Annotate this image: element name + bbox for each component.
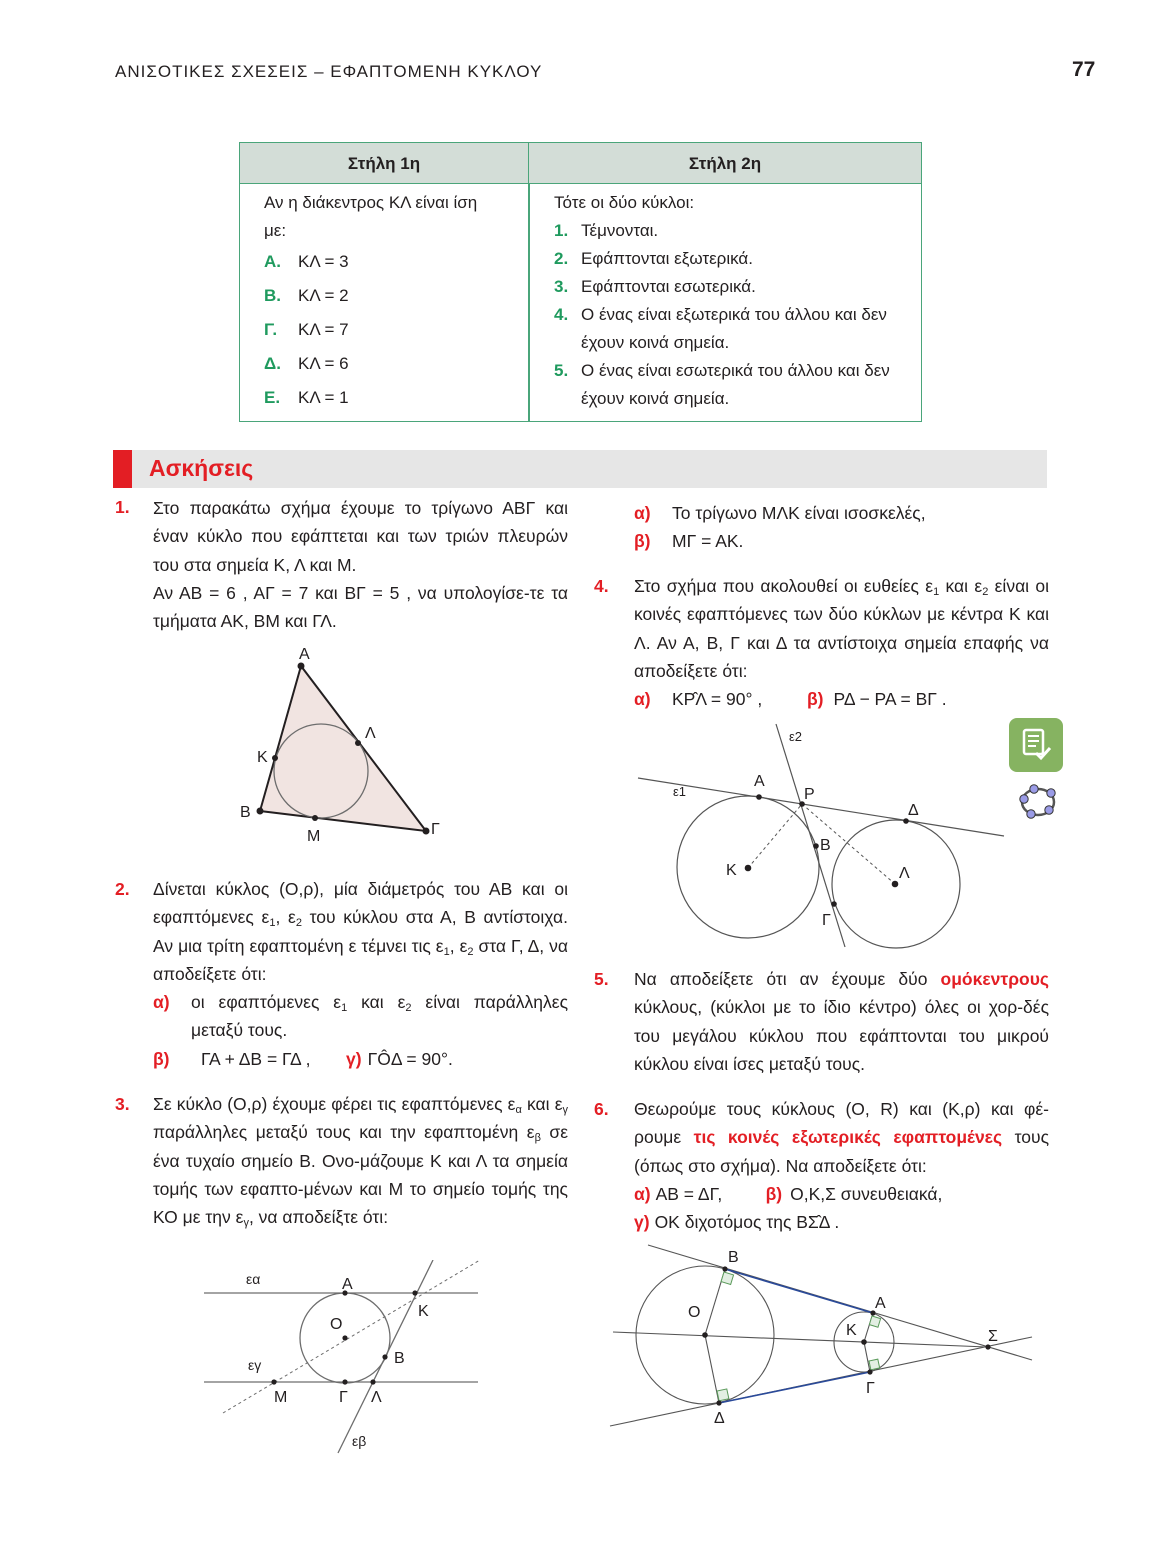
exercise-3-number: 3. bbox=[115, 1094, 130, 1114]
symbol-eps: ε bbox=[925, 576, 934, 596]
exercise-5-number: 5. bbox=[594, 969, 609, 989]
exercise-1-question: Αν ΑΒ = 6 , ΑΓ = 7 και ΒΓ = 5 , να υπολογίσε-τε τα τμήματα ΑΚ, ΒΜ και ΓΛ. bbox=[153, 582, 568, 632]
answer-row bbox=[554, 357, 919, 413]
option-row bbox=[264, 381, 477, 415]
subscript: 1 bbox=[341, 1002, 348, 1015]
section-banner bbox=[113, 450, 1047, 488]
symbol-eps: ε bbox=[333, 992, 342, 1013]
segment-ba bbox=[725, 1269, 873, 1313]
label-eps-g: εγ bbox=[248, 1357, 262, 1373]
exercise-2-number: 2. bbox=[115, 879, 130, 899]
label-k: Κ bbox=[846, 1322, 857, 1339]
table-header-column-1: Στήλη 1η bbox=[240, 143, 529, 184]
symbol-eps: ε bbox=[288, 907, 296, 928]
exercise-5-text bbox=[634, 965, 1049, 1078]
running-title: ΑΝΙΣΟΤΙΚΕΣ ΣΧΕΣΕΙΣ – ΕΦΑΠΤΟΜΕΝΗ ΚΥΚΛΟΥ bbox=[115, 62, 543, 81]
part-text: ΓΑ + ΔΒ = ΓΔ , bbox=[201, 1048, 311, 1069]
point-o bbox=[342, 1335, 347, 1340]
table-column-2 bbox=[554, 189, 919, 413]
point-k bbox=[412, 1290, 417, 1295]
exercise-2-part-b-c bbox=[153, 1045, 568, 1073]
part-label: β) bbox=[634, 531, 651, 552]
exercise-5-statement: Να αποδείξετε ότι αν έχουμε δύο bbox=[634, 969, 941, 989]
symbol-eps: ε bbox=[974, 576, 983, 596]
label-p: Ρ bbox=[804, 786, 815, 803]
point-b bbox=[813, 843, 819, 849]
part-label: α) bbox=[634, 503, 651, 523]
worksheet-check-icon[interactable] bbox=[1009, 718, 1063, 772]
symbol-eps: ε bbox=[459, 935, 468, 956]
answer-label: 4. bbox=[554, 305, 569, 324]
point-b bbox=[722, 1266, 727, 1271]
label-l: Λ bbox=[365, 725, 376, 742]
point-d bbox=[716, 1400, 721, 1405]
banner-accent-bar bbox=[113, 450, 132, 488]
part-label: α) bbox=[634, 689, 651, 710]
answer-row bbox=[554, 245, 919, 273]
subscript: 2 bbox=[405, 1002, 412, 1015]
point-o bbox=[702, 1332, 708, 1338]
part-text: οι εφαπτόμενες bbox=[191, 992, 334, 1013]
exercise-6-parts-ab bbox=[634, 1180, 1049, 1208]
column-1-intro-cont: με: bbox=[264, 221, 287, 240]
part-label: α) bbox=[153, 992, 170, 1013]
page-number: 77 bbox=[1072, 58, 1096, 81]
answer-value: Ο ένας είναι εσωτερικά του άλλου και δεν έχουν κοινά σημεία. bbox=[581, 361, 890, 408]
answer-label: 2. bbox=[554, 249, 569, 268]
answer-value: Εφάπτονται εξωτερικά. bbox=[581, 249, 753, 268]
symbol-eps: ε bbox=[554, 1094, 563, 1114]
exercise-3-statement: παράλληλες μεταξύ τους και την εφαπτομένη bbox=[153, 1122, 527, 1143]
column-1-intro: Αν η διάκεντρος ΚΛ είναι ίση bbox=[264, 193, 478, 212]
option-value: ΚΛ = 7 bbox=[298, 320, 349, 339]
part-text: ΜΓ = ΑΚ. bbox=[672, 531, 744, 552]
point-g bbox=[342, 1379, 347, 1384]
exercise-4-statement: είναι οι κοινές εφαπτόμενες των δύο κύκλων με κέντρα Κ και Λ. Αν Α, Β, Γ και Δ τα αντίστοιχα σημεία επαφής να αποδείξετε ότι: bbox=[634, 576, 1050, 681]
label-k: Κ bbox=[418, 1303, 429, 1320]
label-a: Α bbox=[342, 1276, 353, 1293]
option-label: Γ. bbox=[264, 320, 278, 339]
option-value: ΚΛ = 1 bbox=[298, 388, 349, 407]
column-2-intro: Τότε οι δύο κύκλοι: bbox=[554, 193, 695, 212]
line-eps-1 bbox=[638, 778, 1004, 836]
point-k bbox=[272, 755, 278, 761]
option-row bbox=[264, 279, 477, 313]
label-a: Α bbox=[299, 646, 310, 663]
figure-triangle-incircle bbox=[230, 640, 460, 850]
label-m: Μ bbox=[274, 1389, 288, 1406]
subscript: γ bbox=[243, 1217, 249, 1230]
exercise-2-statement-a: Δίνεται κύκλος (Ο,ρ), μία διάμετρός του ΑΒ και οι εφαπτόμενες bbox=[153, 879, 568, 928]
answer-label: 5. bbox=[554, 361, 569, 380]
part-text: ΟΚ διχοτόμος της ΒΣ̂Δ . bbox=[654, 1212, 840, 1233]
subscript: 1 bbox=[269, 917, 276, 930]
exercise-6-text bbox=[634, 1095, 1049, 1236]
label-eps-a: εα bbox=[246, 1271, 261, 1287]
exercise-3-part-a bbox=[634, 499, 1054, 527]
subscript: γ bbox=[562, 1104, 569, 1116]
subscript: 1 bbox=[443, 945, 450, 958]
answer-row bbox=[554, 217, 919, 245]
subscript: β bbox=[534, 1132, 541, 1145]
label-a: Α bbox=[875, 1295, 886, 1312]
symbol-eps: ε bbox=[526, 1122, 535, 1143]
subscript: 2 bbox=[467, 945, 474, 958]
subscript: α bbox=[515, 1104, 522, 1116]
part-text: ΓÔΔ = 90°. bbox=[367, 1048, 453, 1069]
exercise-1-number: 1. bbox=[115, 497, 130, 517]
exercise-3-statement: και bbox=[521, 1094, 555, 1114]
option-row bbox=[264, 347, 477, 381]
exercise-3-text bbox=[153, 1090, 568, 1231]
point-k bbox=[861, 1339, 867, 1345]
point-m bbox=[271, 1379, 276, 1384]
point-k bbox=[745, 865, 752, 872]
option-label: Ε. bbox=[264, 388, 281, 407]
label-g: Γ bbox=[822, 912, 831, 929]
point-a bbox=[756, 794, 762, 800]
part-label: β) bbox=[153, 1048, 170, 1069]
part-label: γ) bbox=[346, 1048, 362, 1069]
geogebra-icon[interactable] bbox=[1017, 782, 1061, 822]
exercise-6-highlight: τις κοινές εξωτερικές εφαπτομένες bbox=[693, 1127, 1003, 1148]
label-k: Κ bbox=[257, 749, 268, 766]
label-d: Δ bbox=[908, 802, 919, 819]
label-b: Β bbox=[728, 1249, 739, 1266]
table-column-1 bbox=[264, 189, 477, 415]
label-d: Δ bbox=[714, 1410, 725, 1427]
part-text: και bbox=[347, 992, 398, 1013]
option-label: Α. bbox=[264, 252, 281, 271]
label-l: Λ bbox=[371, 1389, 382, 1406]
label-g: Γ bbox=[431, 821, 440, 838]
option-label: Β. bbox=[264, 286, 281, 305]
part-label: β) bbox=[765, 1183, 783, 1204]
figure-external-common-tangents bbox=[600, 1235, 1040, 1435]
point-g bbox=[831, 901, 837, 907]
label-g: Γ bbox=[866, 1380, 875, 1397]
matching-table bbox=[239, 142, 922, 422]
subscript: 2 bbox=[295, 917, 302, 930]
exercise-6-statement: Θεωρούμε τους κύκλους (Ο, R) και (Κ,ρ) και φέ-ρουμε bbox=[634, 1099, 1049, 1148]
table-divider bbox=[528, 184, 530, 421]
point-l bbox=[355, 740, 361, 746]
exercise-2-statement-c: στα Γ, Δ, να αποδείξετε ότι: bbox=[153, 935, 568, 984]
exercise-2-text: Δίνεται κύκλος (Ο,ρ), μία διάμετρός του ΑΒ και οι εφαπτόμενες $\varepsilon_1$, $\varepsilon_2$ του κύκλου στα Α, Β αντίστοιχα. Αν μια τρίτη εφαπτομένη ε τέμνει τις $\varepsilon_1$, $\varepsilon_2$ στα Γ, Δ, να αποδείξετε ότι: α) οι εφαπτόμενες $\varepsilon_1$ και $\varepsilon_2$ είναι παράλληλες μεταξύ τους. β) ΓΑ + ΔΒ = ΓΔ , γ) ΓÔΔ = 90°. bbox=[153, 875, 568, 1073]
answer-value: Εφάπτονται εσωτερικά. bbox=[581, 277, 756, 296]
option-label: Δ. bbox=[264, 354, 281, 373]
exercise-5-statement: κύκλους, (κύκλοι με το ίδιο κέντρο) όλες οι χορ-δές του μεγάλου κύκλου που εφάπτονται του μικρού κύκλου είναι ίσες μεταξύ τους. bbox=[634, 997, 1049, 1074]
right-angle-g bbox=[869, 1359, 880, 1370]
exercise-4-text bbox=[634, 572, 1049, 713]
part-text: Ο,Κ,Σ συνευθειακά, bbox=[790, 1183, 943, 1204]
label-k: Κ bbox=[726, 862, 737, 879]
option-row bbox=[264, 313, 477, 347]
table-header-column-2: Στήλη 2η bbox=[529, 143, 921, 184]
point-b bbox=[382, 1354, 387, 1359]
exercise-3-statement: , να αποδείξτε ότι: bbox=[248, 1207, 389, 1228]
exercise-3-part-b bbox=[634, 527, 1054, 555]
label-eps-b: εβ bbox=[352, 1433, 367, 1449]
answer-label: 1. bbox=[554, 221, 569, 240]
exercise-3-statement: Σε κύκλο (Ο,ρ) έχουμε φέρει τις εφαπτόμενες bbox=[153, 1094, 508, 1114]
part-label: β) bbox=[807, 689, 824, 710]
point-s bbox=[985, 1344, 990, 1349]
part-label: α) bbox=[634, 1183, 651, 1204]
point-b bbox=[257, 808, 264, 815]
point-l bbox=[892, 881, 899, 888]
subscript: 1 bbox=[933, 586, 940, 598]
answer-label: 3. bbox=[554, 277, 569, 296]
exercise-6-statement: τους (όπως στο σχήμα). Να αποδείξετε ότι: bbox=[634, 1127, 1049, 1176]
symbol-eps: ε bbox=[507, 1094, 516, 1114]
figure-two-circles-common-tangents bbox=[600, 715, 1010, 955]
exercise-4-statement: και bbox=[939, 576, 975, 596]
point-g bbox=[867, 1369, 872, 1374]
part-text: ΑΒ = ΔΓ, bbox=[655, 1183, 723, 1204]
segment-dg bbox=[719, 1372, 870, 1403]
point-m bbox=[312, 815, 318, 821]
label-g: Γ bbox=[339, 1389, 348, 1406]
exercise-6-part-c bbox=[634, 1208, 1049, 1236]
section-title: Ασκήσεις bbox=[149, 455, 254, 481]
label-b: Β bbox=[240, 804, 251, 821]
radius-kg bbox=[864, 1342, 870, 1372]
label-b: Β bbox=[394, 1350, 405, 1367]
right-angle-a bbox=[869, 1316, 880, 1327]
label-l: Λ bbox=[899, 865, 910, 882]
answer-row bbox=[554, 273, 919, 301]
part-text: ΚΡ̂Λ = 90° , bbox=[672, 689, 763, 710]
right-angle-d bbox=[717, 1389, 729, 1401]
line-center bbox=[613, 1332, 987, 1347]
answer-value: Τέμνονται. bbox=[581, 221, 659, 240]
triangle-abg bbox=[260, 666, 426, 831]
exercise-2-statement-b: του κύκλου στα Α, Β αντίστοιχα. Αν μια τρίτη εφαπτομένη ε τέμνει τις bbox=[153, 907, 569, 956]
right-angle-b bbox=[721, 1272, 733, 1284]
exercise-3-statement: σε ένα τυχαίο σημείο Β. Ονο-μάζουμε Κ και Λ τα σημεία τομής των εφαπτο-μένων και Μ το σημείο τομής της ΚΟ με την bbox=[153, 1122, 568, 1228]
label-a: Α bbox=[754, 773, 765, 790]
point-d bbox=[903, 818, 909, 824]
label-eps-2: ε2 bbox=[789, 729, 803, 744]
exercise-4-statement: Στο σχήμα που ακολουθεί οι ευθείες bbox=[634, 576, 926, 596]
label-o: Ο bbox=[330, 1316, 343, 1333]
exercise-2-part-a bbox=[153, 988, 568, 1045]
exercise-4-number: 4. bbox=[594, 576, 609, 596]
part-text: Το τρίγωνο ΜΛΚ είναι ισοσκελές, bbox=[672, 503, 926, 523]
point-l bbox=[370, 1379, 375, 1384]
label-m: Μ bbox=[307, 828, 321, 845]
exercise-4-parts bbox=[634, 685, 1049, 713]
exercise-3-parts bbox=[634, 499, 1054, 556]
label-b: Β bbox=[820, 837, 831, 854]
label-eps-1: ε1 bbox=[673, 784, 687, 799]
symbol-eps: ε bbox=[235, 1207, 244, 1228]
symbol-eps: ε bbox=[261, 907, 270, 928]
part-label: γ) bbox=[634, 1212, 650, 1233]
answer-row bbox=[554, 301, 919, 357]
exercise-5-highlight: ομόκεντρους bbox=[940, 969, 1049, 989]
exercise-1-text bbox=[153, 494, 568, 635]
option-row bbox=[264, 245, 477, 279]
option-value: ΚΛ = 3 bbox=[298, 252, 349, 271]
part-text: ΡΔ − ΡΑ = ΒΓ . bbox=[833, 689, 947, 710]
symbol-eps: ε bbox=[435, 935, 444, 956]
exercise-6-number: 6. bbox=[594, 1099, 609, 1119]
label-o: Ο bbox=[688, 1304, 701, 1321]
label-s: Σ bbox=[988, 1328, 998, 1345]
line-eps-2 bbox=[776, 724, 845, 947]
point-g bbox=[423, 828, 430, 835]
option-value: ΚΛ = 2 bbox=[298, 286, 349, 305]
point-a bbox=[298, 663, 305, 670]
subscript: 2 bbox=[982, 586, 989, 598]
answer-value: Ο ένας είναι εξωτερικά του άλλου και δεν έχουν κοινά σημεία. bbox=[581, 305, 887, 352]
figure-parallel-tangents bbox=[195, 1260, 485, 1480]
part-text: είναι παράλληλες μεταξύ τους. bbox=[191, 992, 569, 1041]
symbol-eps: ε bbox=[397, 992, 406, 1013]
exercise-1-statement: Στο παρακάτω σχήμα έχουμε το τρίγωνο ΑΒΓ και έναν κύκλο που εφάπτεται και των τριών πλευρών του στα σημεία Κ, Λ και Μ. bbox=[153, 498, 568, 575]
option-value: ΚΛ = 6 bbox=[298, 354, 349, 373]
worksheet-check-glyph bbox=[1009, 718, 1063, 772]
